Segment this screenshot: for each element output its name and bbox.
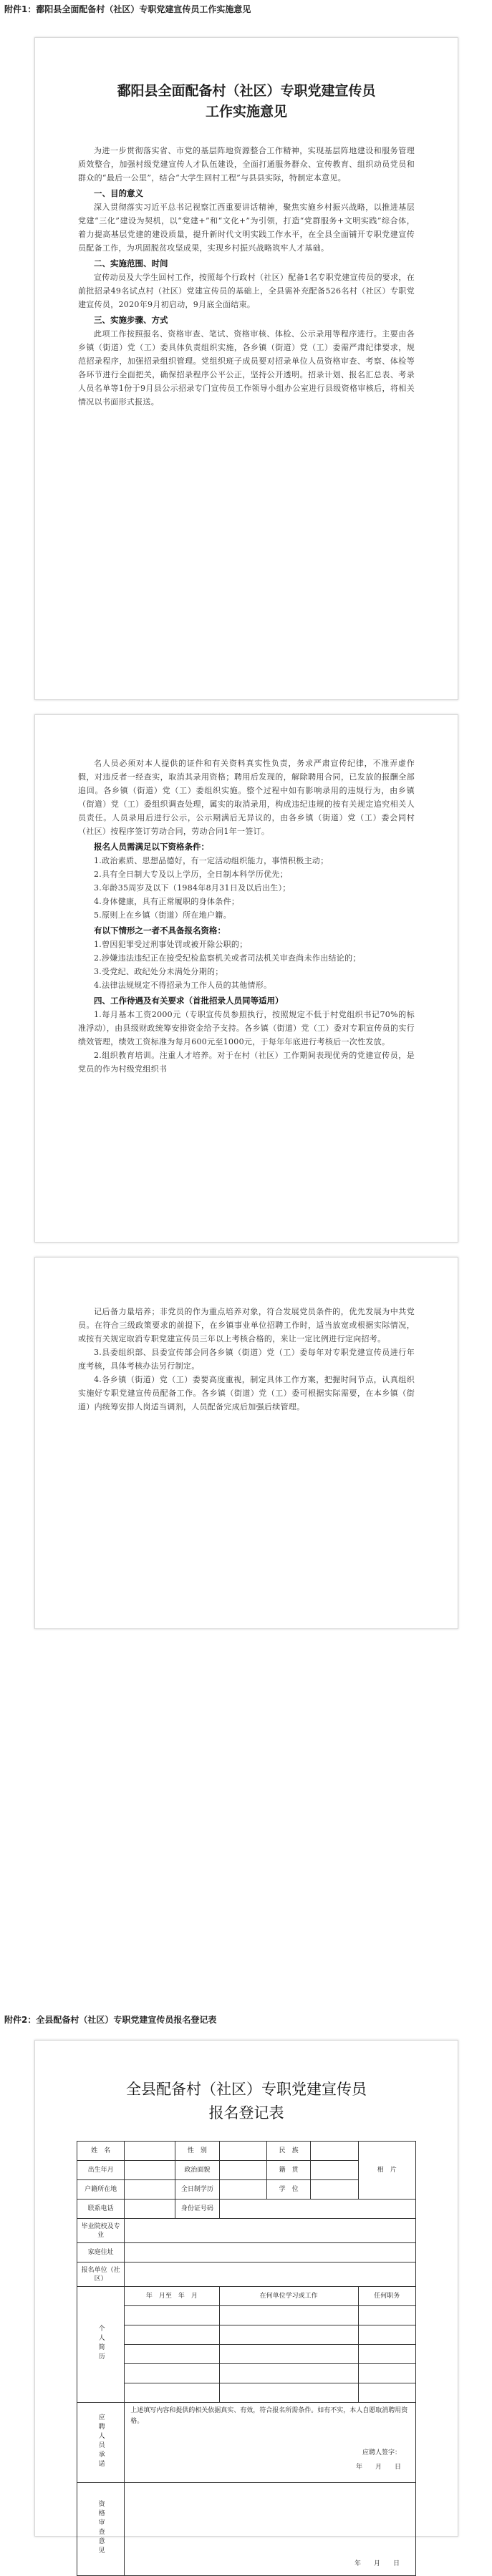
resume-label-text: 个人简历 [97,2324,105,2362]
qualification-item-1: 1.政治素质、思想品德好，有一定活动组织能力，事情积极主动； [94,856,329,865]
qualification-item-2: 2.具有全日制大专及以上学历，全日制本科学历优先； [94,870,288,879]
idcard-field[interactable] [219,2200,415,2219]
section-3-paragraph: 此项工作按照报名、资格审查、笔试、资格审核、体检、公示录用等程序进行。主要由各乡镇（街道）党（工）委具体负责组织实施，各乡镇（街道）党（工）委需严肃纪律要求，规范招录程序，加强招录组织管理。党组织班子成员要对招录单位人员资格审查、考察、体检等各环节进行全面把关，确保招录程序公平公正，坚持公开透明。招录计划、报名汇总表、考录人员名单等1份于9月县公示招录专门宣传员工作领导小组办公室进行县级资格审核后，将相关情况以书面形式报送。 [78,329,415,407]
document-title [78,81,415,122]
photo-box[interactable] [358,2142,415,2200]
birth-label: 出生年月 [77,2161,125,2180]
review-cell[interactable] [125,2483,416,2576]
pledge-sign-label: 应聘人签字： [362,2449,401,2456]
school-major-label: 毕业院校及专业 [77,2219,125,2243]
exclusion-heading: 有以下情形之一者不具备报名资格： [94,925,226,935]
resume-row-date[interactable] [125,2306,219,2325]
review-label-text: 资格审查意见 [97,2499,105,2556]
section-heading-3: 三、实施步骤、方式 [94,315,168,325]
qualification-item-4: 4.身体健康，具有正常履职的身体条件； [94,897,240,906]
intro-paragraph: 为进一步贯彻落实省、市党的基层阵地资源整合工作精神，实现基层阵地建设和服务管理质效整合，加强村级党建宣传人才队伍建设，全面打通服务群众、宣传教育、组织动员党员和群众的“最后一公里”，结合“大学生回村工程”与县县实际，特制定本意见。 [78,146,415,183]
form-title [77,2078,416,2125]
apply-unit-label: 报名单位（社区） [77,2262,125,2287]
politics-field[interactable] [219,2161,266,2180]
section-heading-2: 二、实施范围、时间 [94,258,168,268]
resume-row-role[interactable] [358,2383,415,2403]
resume-row-date[interactable] [125,2364,219,2383]
resume-row-unit[interactable] [219,2325,358,2345]
attachment-1-label: 附件1：鄱阳县全面配备村（社区）专职党建宣传员工作实施意见 [4,4,251,14]
politics-label: 政治面貌 [175,2161,219,2180]
school-major-field[interactable] [125,2219,416,2243]
exclusion-item-2: 2.涉嫌违法违纪正在接受纪检监察机关或者司法机关审查尚未作出结论的； [94,953,361,963]
section-heading-4: 四、工作待遇及有关要求（首批招录人员同等适用） [94,996,284,1006]
section-2-paragraph: 宣传动员及大学生回村工作，按照每个行政村（社区）配备1名专职党建宣传员的要求，在前批招录49名试点村（社区）党建宣传员的基础上，全县需补充配备526名村（社区）专职党建宣传员，2020年9月初启动，9月底全面结束。 [78,273,415,309]
degree-field[interactable] [311,2180,358,2200]
name-field[interactable] [125,2142,175,2161]
resume-row-unit[interactable] [219,2364,358,2383]
gender-field[interactable] [219,2142,266,2161]
document-page-1 [34,37,458,700]
resume-col-unit: 在何单位学习或工作 [219,2287,358,2306]
review-date: 年 月 日 [354,2560,400,2567]
title-line-2: 工作实施意见 [205,104,287,120]
ethnic-field[interactable] [311,2142,358,2161]
education-field[interactable] [219,2180,266,2200]
resume-col-role: 任何职务 [358,2287,415,2306]
page2-paragraph-a: 名人员必须对本人提供的证件和有关资料真实性负责，务求严肃宣传纪律，不准弄虚作假，对违反者一经查实，取消其录用资格；聘用后发现的，解除聘用合同，已发放的报酬全部追回。各乡镇（街道）党（工）委组织实施。整个过程中如有影响录用的违规行为，由乡镇（街道）党（工）委组织调查处理，属实的取消录用，构成违纪违规的按有关规定追究相关人员责任。人员录用后进行公示，公示期满后无异议的，由各乡镇（街道）党（工）委会同村（社区）按程序签订劳动合同，劳动合同1年一签订。 [78,759,415,836]
registration-table [77,2141,416,2576]
review-label [77,2483,125,2576]
treatment-item-2: 2.组织教育培训。注重人才培养。对于在村（社区）工作期间表现优秀的党建宣传员，是党员的作为村级党组织书 [78,1051,415,1074]
resume-row-role[interactable] [358,2306,415,2325]
ethnic-label: 民 族 [266,2142,310,2161]
pledge-label [77,2403,125,2483]
exclusion-item-4: 4.法律法规规定不得招录为工作人员的其他情形。 [94,981,272,990]
qualification-item-3: 3.年龄35周岁及以下（1984年8月31日及以后出生）； [94,883,291,893]
page3-paragraph-c: 4.各乡镇（街道）党（工）委要高度重视，制定具体工作方案，把握时间节点，认真组织实施好专职党建宣传员配备工作。各乡镇（街道）党（工）委可根据实际需要，在本乡镇（街道）内统筹安排人岗适当调剂，人员配备完成后加强后续管理。 [78,1375,415,1411]
registration-form-page [34,2040,458,2567]
pledge-label-text: 应聘人员承诺 [97,2413,105,2469]
resume-row-role[interactable] [358,2345,415,2364]
household-field[interactable] [125,2180,175,2200]
idcard-label: 身份证号码 [175,2200,219,2219]
apply-unit-field[interactable] [125,2262,416,2287]
resume-row-unit[interactable] [219,2306,358,2325]
resume-row-role[interactable] [358,2325,415,2345]
document-page-3 [34,1257,458,1629]
exclusion-item-3: 3.受党纪、政纪处分未满处分期的； [94,967,223,976]
qualification-heading: 报名人员需满足以下资格条件： [94,842,209,852]
resume-label [77,2287,125,2403]
degree-label: 学 位 [266,2180,310,2200]
native-label: 籍 贯 [266,2161,310,2180]
resume-row-date[interactable] [125,2345,219,2364]
education-label: 全日制学历 [175,2180,219,2200]
section-heading-1: 一、目的意义 [94,188,143,198]
pledge-cell [125,2403,416,2483]
native-field[interactable] [311,2161,358,2180]
section-1-paragraph: 深入贯彻落实习近平总书记视察江西重要讲话精神，聚焦实施乡村振兴战略，以推进基层党建“三化”建设为契机，以“党建+”和“文化+”为引领，打造“党群服务+文明实践”综合体，着力提高基层党建的建设质量，提升新时代文明实践工作水平，在全县全面铺开专职党建宣传员配备工作，为巩固脱贫攻坚成果，实现乡村振兴战略筑牢人才基础。 [78,203,415,253]
page3-paragraph-a: 记后备力量培养；非党员的作为重点培养对象，符合发展党员条件的，优先发展为中共党员。在符合三级政策要求的前提下，在乡镇事业单位招聘工作时，适当放宽或根据实际情况，或按有关规定取消专职党建宣传员三年以上考核合格的，来让一定比例进行定向招考。 [78,1307,415,1343]
page3-paragraph-b: 3.县委组织部、县委宣传部会同各乡镇（街道）党（工）委每年对专职党建宣传员进行年度考核，具体考核办法另行制定。 [78,1348,415,1371]
attachment-2-label: 附件2：全县配备村（社区）专职党建宣传员报名登记表 [4,2015,217,2025]
name-label: 姓 名 [77,2142,125,2161]
treatment-item-1: 1.每月基本工资2000元（专职宣传员参照执行，按照规定不低于村党组织书记70%的标准浮动），由县级财政统筹安排资金给予支持。各乡镇（街道）党（工）委对专职宣传员的实行绩效管理，绩效工资标准为每月600元至1000元，于每年年底进行考核后一次性发放。 [78,1010,415,1046]
exclusion-item-1: 1.曾因犯罪受过刑事处罚或被开除公职的； [94,940,248,949]
gender-label: 性 别 [175,2142,219,2161]
phone-field[interactable] [125,2200,175,2219]
resume-row-date[interactable] [125,2325,219,2345]
form-title-line-1: 全县配备村（社区）专职党建宣传员 [126,2081,367,2098]
phone-label: 联系电话 [77,2200,125,2219]
document-page-2 [34,714,458,1243]
pledge-text: 上述填写内容和提供的相关依据真实、有效，符合报名所需条件。如有不实，本人自愿取消聘用资格。 [130,2407,408,2425]
photo-label: 相 片 [377,2167,397,2174]
resume-row-role[interactable] [358,2364,415,2383]
resume-row-unit[interactable] [219,2345,358,2364]
pledge-date: 年 月 日 [355,2464,401,2471]
form-title-line-2: 报名登记表 [208,2104,284,2121]
qualification-item-5: 5.原则上在乡镇（街道）所在地户籍。 [94,910,231,920]
resume-row-date[interactable] [125,2383,219,2403]
birth-field[interactable] [125,2161,175,2180]
household-label: 户籍所在地 [77,2180,125,2200]
resume-row-unit[interactable] [219,2383,358,2403]
resume-col-date: 年 月至 年 月 [125,2287,219,2306]
title-line-1: 鄱阳县全面配备村（社区）专职党建宣传员 [117,83,376,99]
address-label: 家庭住址 [77,2243,125,2262]
address-field[interactable] [125,2243,416,2262]
